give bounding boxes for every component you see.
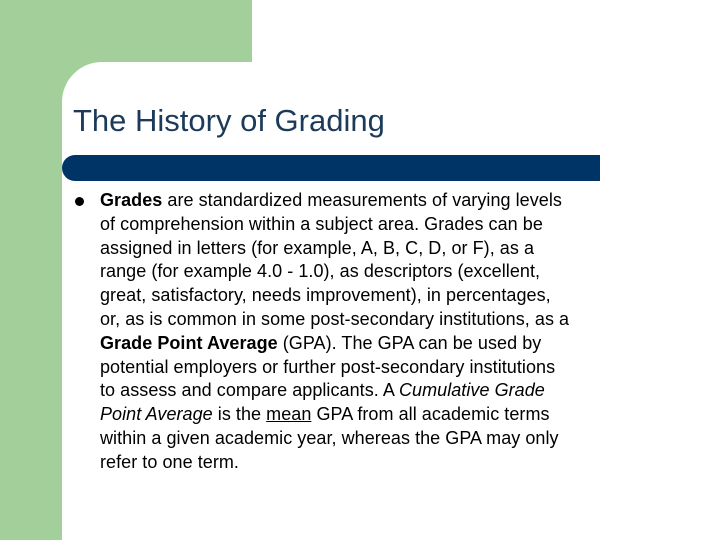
paragraph-line: of comprehension within a subject area. Grades can be	[100, 213, 543, 234]
term-cumulative-gpa-part1: Cumulative Grade	[398, 380, 545, 401]
title-divider-bar	[62, 155, 600, 181]
paragraph-line	[100, 332, 690, 356]
bullet-paragraph	[100, 189, 690, 475]
term-cumulative-gpa-part2: Point Average	[100, 404, 213, 425]
slide-title: The History of Grading	[73, 103, 385, 138]
term-gpa: Grade Point Average	[100, 332, 278, 353]
paragraph-line	[100, 379, 690, 403]
decorative-green-band-left	[0, 0, 62, 540]
paragraph-line: great, satisfactory, needs improvement), in percentages,	[100, 285, 551, 306]
text-run: to assess and compare applicants. A	[100, 380, 399, 401]
paragraph-line: or, as is common in some post-secondary institutions, as a	[100, 308, 570, 329]
paragraph-line	[100, 403, 690, 427]
paragraph-line: assigned in letters (for example, A, B, C, D, or F), as a	[100, 237, 535, 258]
term-grades: Grades	[100, 190, 163, 210]
paragraph-line: range (for example 4.0 - 1.0), as descriptors (excellent,	[100, 261, 541, 282]
bullet-icon	[75, 197, 84, 206]
text-run: (GPA). The GPA can be used by	[277, 332, 542, 353]
text-run: GPA from all academic terms	[311, 404, 550, 425]
text-run: are standardized measurements of varying levels	[162, 190, 562, 210]
paragraph-line: within a given academic year, whereas the GPA may only	[100, 427, 559, 448]
mean-link[interactable]: mean	[266, 404, 312, 425]
text-run: is the	[212, 404, 267, 425]
paragraph-line: refer to one term.	[100, 451, 239, 472]
paragraph-line: potential employers or further post-secondary institutions	[100, 356, 556, 377]
paragraph-line	[100, 189, 690, 213]
